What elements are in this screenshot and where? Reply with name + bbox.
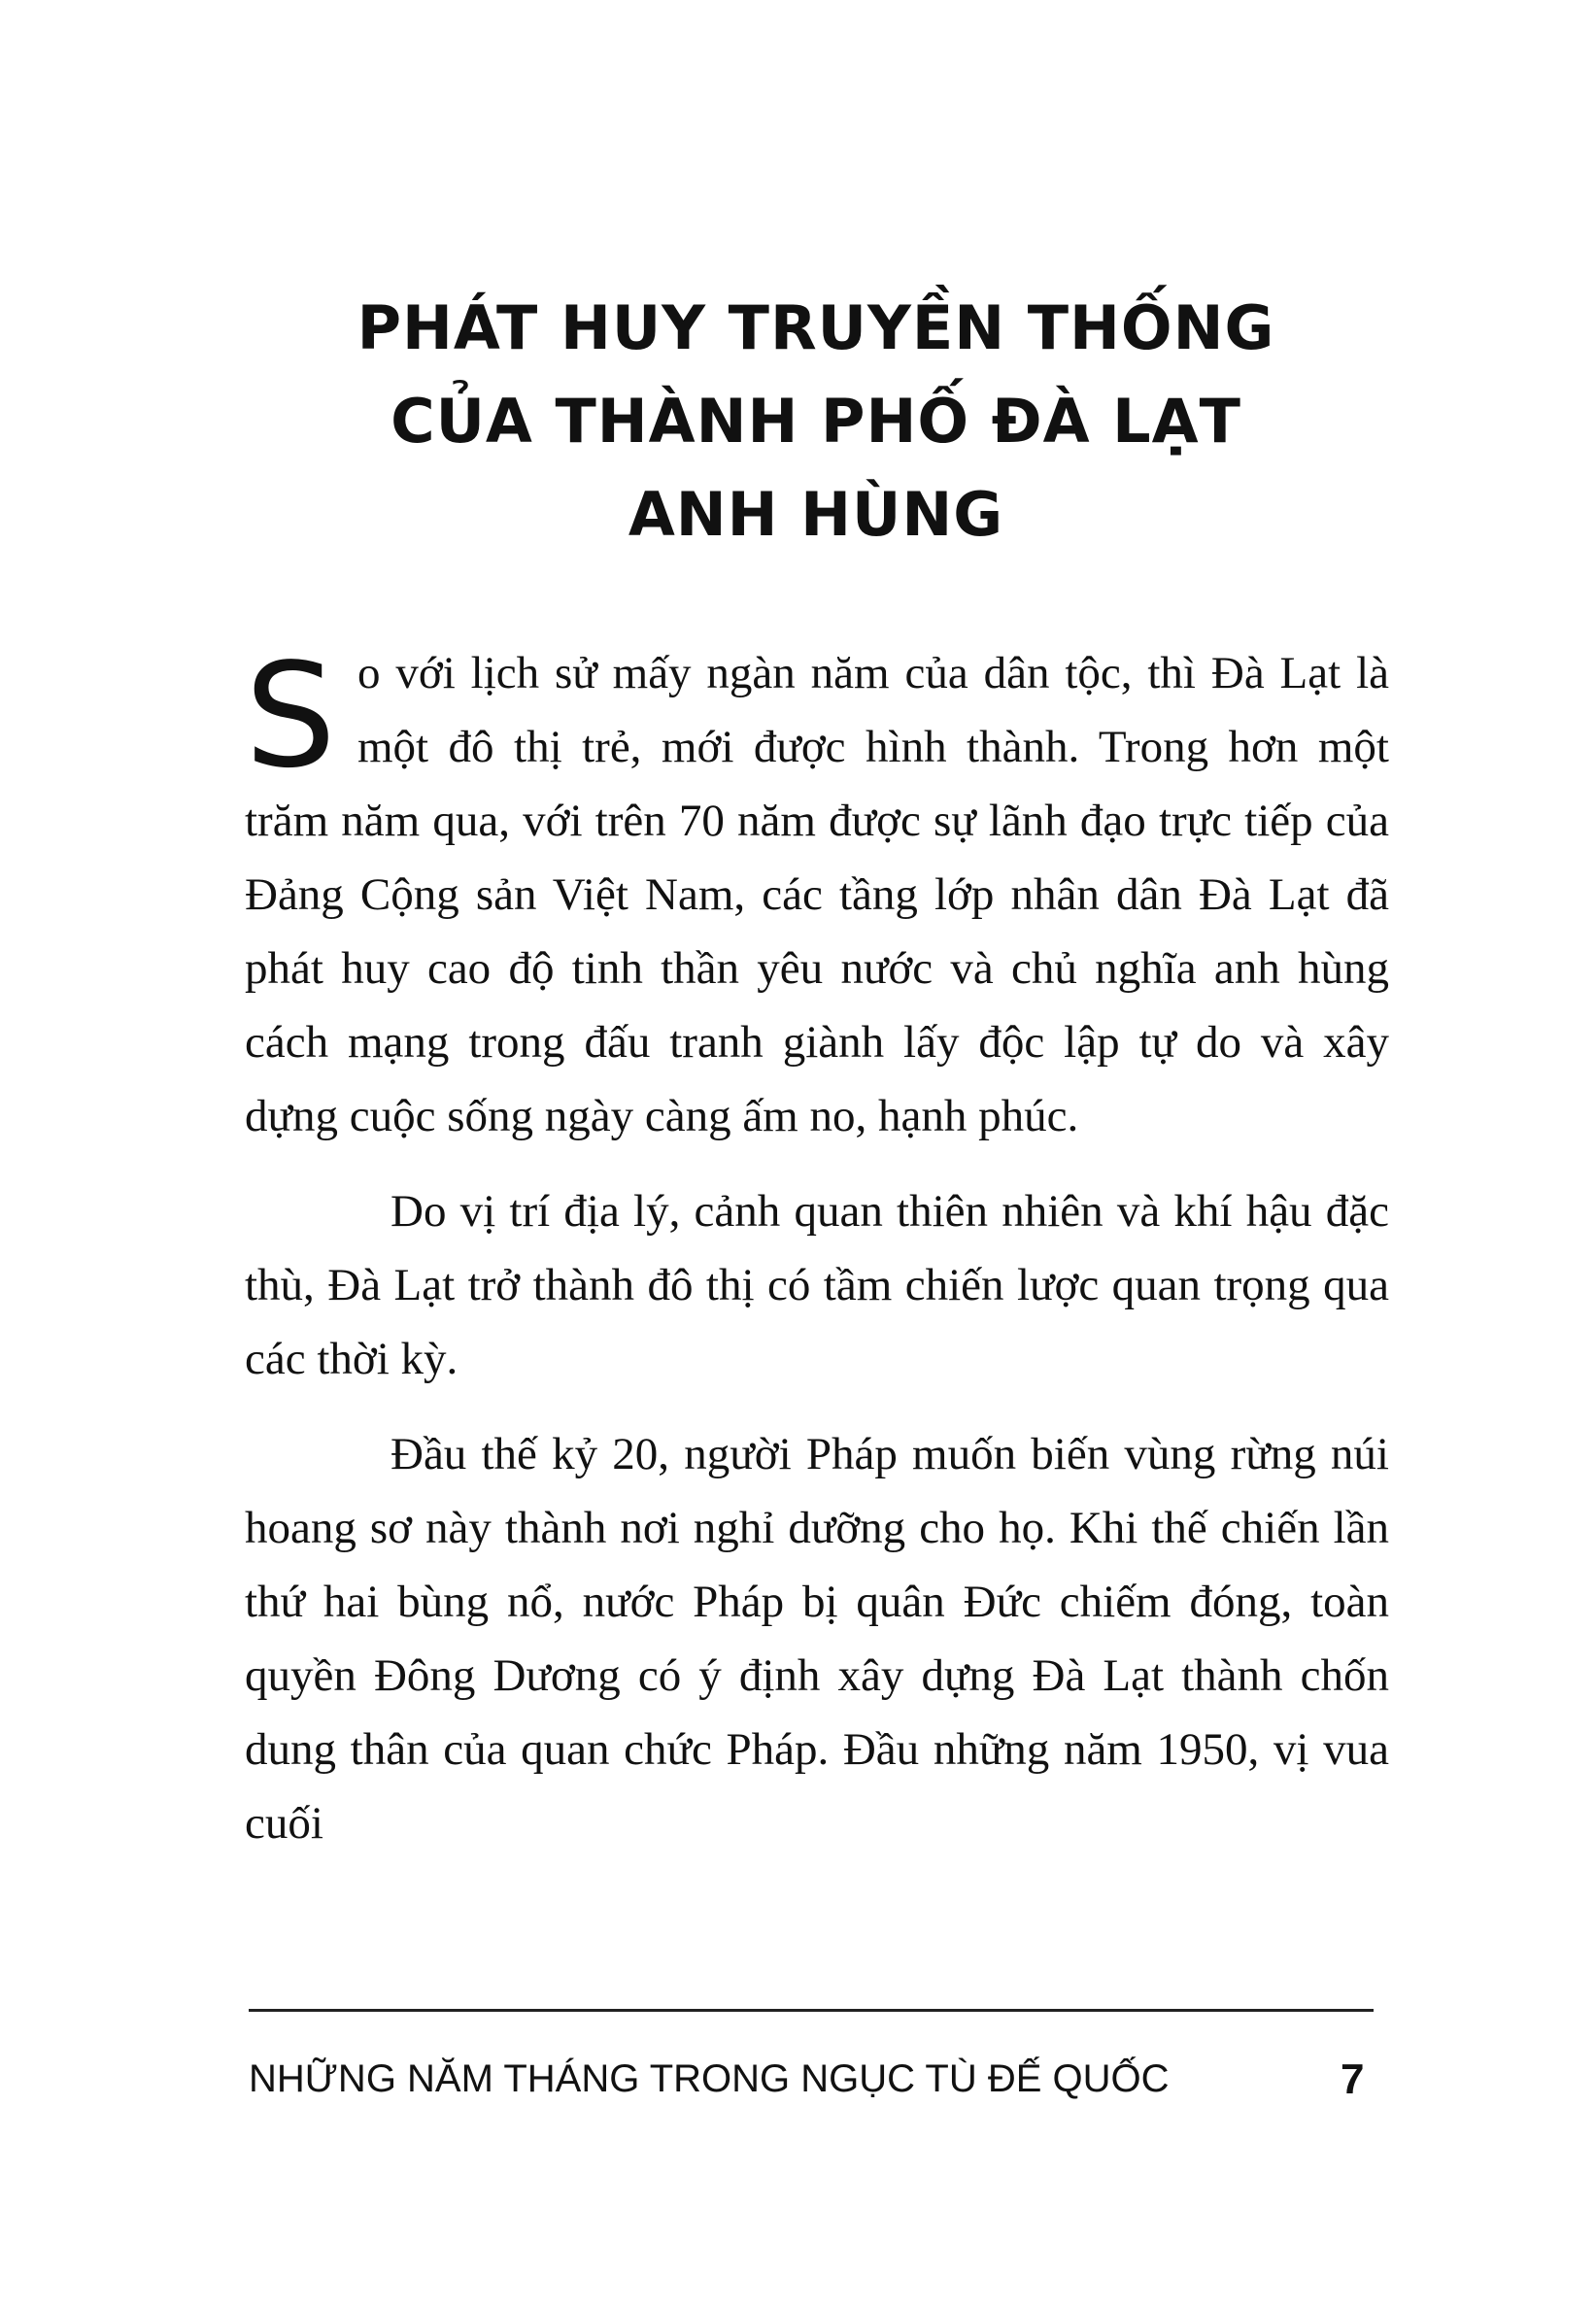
chapter-title-line-2: CỦA THÀNH PHỐ ĐÀ LẠT (391, 386, 1241, 457)
drop-cap: S (245, 632, 336, 799)
paragraph-2: Do vị trí địa lý, cảnh quan thiên nhiên và khí hậu đặc thù, Đà Lạt trở thành đô thị có tầm chiến lược quan trọng qua các thời kỳ. (245, 1186, 1389, 1384)
body-text (245, 632, 1389, 1882)
paragraph-1 (245, 632, 1389, 1153)
footer-divider (249, 2009, 1374, 2012)
chapter-title (243, 282, 1389, 561)
chapter-title-line-1: PHÁT HUY TRUYỀN THỐNG (357, 292, 1275, 363)
paragraph-3: Đầu thế kỷ 20, người Pháp muốn biến vùng rừng núi hoang sơ này thành nơi nghỉ dưỡng cho họ. Khi thế chiến lần thứ hai bùng nổ, nước Pháp bị quân Đức chiếm đóng, toàn quyền Đông Dương có ý định xây dựng Đà Lạt thành chốn dung thân của quan chức Pháp. Đầu những năm 1950, vị vua cuối (245, 1429, 1389, 1849)
paragraph-1-text: o với lịch sử mấy ngàn năm của dân tộc, thì Đà Lạt là một đô thị trẻ, mới được hình thành. Trong hơn một trăm năm qua, với trên 70 năm được sự lãnh đạo trực tiếp của Đảng Cộng sản Việt Nam, các tầng lớp nhân dân Đà Lạt đã phát huy cao độ tinh thần yêu nước và chủ nghĩa anh hùng cách mạng trong đấu tranh giành lấy độc lập tự do và xây dựng cuộc sống ngày càng ấm no, hạnh phúc. (245, 648, 1389, 1141)
page-number: 7 (1341, 2055, 1365, 2103)
running-footer-title: NHỮNG NĂM THÁNG TRONG NGỤC TÙ ĐẾ QUỐC (249, 2057, 1170, 2100)
chapter-title-line-3: ANH HÙNG (628, 479, 1004, 550)
